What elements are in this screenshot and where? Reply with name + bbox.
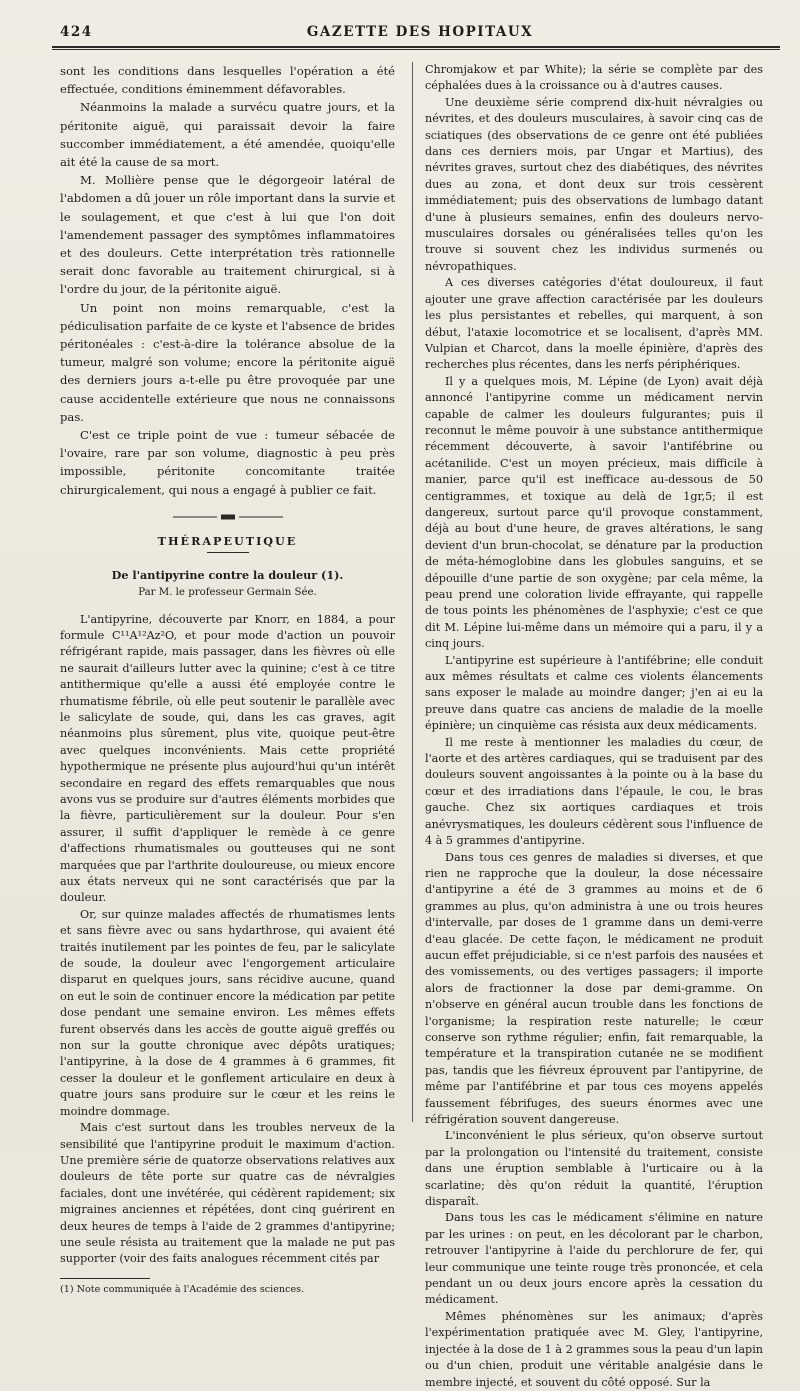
section-title: THÉRAPEUTIQUE xyxy=(157,534,298,549)
header-rule-thin xyxy=(52,49,780,50)
section-ornament xyxy=(60,509,395,525)
article-byline: Par M. le professeur Germain Sée. xyxy=(138,587,317,599)
paragraph: L'inconvénient le plus sérieux, qu'on observe surtout par la prolongation ou l'intensité du traitement, consiste dans une éruption semblable à l'urticaire ou à la scarlatine; dès qu'on réduit la quantité, l'éruption disparaît. xyxy=(425,1129,763,1209)
paragraph: Or, sur quinze malades affectés de rhumatismes lents et sans fièvre avec ou sans hydarthrose, qui avaient été traités inutilement par les pointes de feu, par le salicylate de soude, la douleur avec l'engorgement articulaire disparut en quelques jours, sans récidive aucune, quand on eut le soin de continuer encore la médication par petite dose pendant une semaine environ. Les mêmes effets furent observés dans les accès de goutte aiguë greffés ou non sur la goutte chronique avec dépôts uratiques; l'antipyrine, à la dose de 4 grammes à 6 grammes, fit cesser la douleur et le gonflement articulaire en deux à quatre jours sans produire sur le cœur et les reins le moindre dommage. xyxy=(60,907,395,1118)
header-rule xyxy=(52,46,780,48)
paragraph: M. Mollière pense que le dégorgeoir latéral de l'abdomen a dû jouer un rôle important dans la survie et le soulagement, et que c'est à lui que l'on doit l'amendement passager des symptômes inflammatoires et des douleurs. Cette interprétation très rationnelle serait donc favorable au traitement chirurgical, si à l'ordre du jour, de la péritonite aiguë. xyxy=(60,173,395,297)
article-title: De l'antipyrine contre la douleur (1). xyxy=(111,567,344,582)
page-number: 424 xyxy=(60,24,93,40)
paragraph: Un point non moins remarquable, c'est la pédiculisation parfaite de ce kyste et l'absence de brides péritonéales : c'est-à-dire la tolérance absolue de la tumeur, malgré son volume; encore la péritonite aiguë des derniers jours a-t-elle pu être provoquée par une cause accidentelle extérieure que nous ne connaissons pas. xyxy=(60,300,395,424)
paragraph: L'antipyrine est supérieure à l'antifébrine; elle conduit aux mêmes résultats et calme ces violents élancements sans exposer le malade au moindre danger; j'en ai eu la preuve dans quatre cas anciens de maladie de la moelle épinière; un cinquième cas résista aux deux médicaments. xyxy=(425,653,763,733)
paragraph: C'est ce triple point de vue : tumeur sébacée de l'ovaire, rare par son volume, diagnostic à peu près impossible, péritonite concomitante traitée chirurgicalement, qui nous a engagé à publier ce fait. xyxy=(60,428,395,497)
paragraph: A ces diverses catégories d'état douloureux, il faut ajouter une grave affection caractérisée par les douleurs les plus persistantes et rebelles, qui marquent, à son début, l'ataxie locomotrice et se localisent, d'après MM. Vulpian et Charcot, dans la moelle épinière, d'après des recherches plus récentes, dans les nerfs périphériques. xyxy=(425,276,763,372)
paragraph: Chromjakow et par White); la série se complète par des céphalées dues à la croissance ou à d'autres causes. xyxy=(425,63,763,93)
footnote-rule xyxy=(60,1278,150,1279)
paragraph: Mais c'est surtout dans les troubles nerveux de la sensibilité que l'antipyrine produit le maximum d'action. Une première série de quatorze observations relatives aux douleurs de tête porte sur quatre cas de névralgies faciales, dont une invétérée, qui cédèrent rapidement; six migraines anciennes et répétées, dont cinq guérirent en deux heures de temps à l'aide de 2 grammes d'antipyrine; une seule résista au traitement que la malade ne put pas supporter (voir des faits analogues récemment cités par xyxy=(60,1121,395,1266)
section-title-underline xyxy=(207,552,249,553)
paragraph: Il me reste à mentionner les maladies du cœur, de l'aorte et des artères cardiaques, qui se traduisent par des douleurs souvent angoissantes à la pointe ou à la base du cœur et des irradiations dans l'épaule, le cou, le bras gauche. Chez six aortiques cardiaques et trois anévrysmatiques, les douleurs cédèrent sous l'influence de 4 à 5 grammes d'antipyrine. xyxy=(425,735,763,848)
paragraph: Dans tous les cas le médicament s'élimine en nature par les urines : on peut, en les décolorant par le charbon, retrouver l'antipyrine à l'aide du perchlorure de fer, qui leur communique une teinte rouge très prononcée, et cela pendant un ou deux jours encore après la cessation du médicament. xyxy=(425,1211,763,1307)
paragraph: L'antipyrine, découverte par Knorr, en 1884, a pour formule C¹¹A¹²Az²O, et pour mode d'action un pouvoir réfrigérant rapide, mais passager, dans les fièvres où elle ne saurait d'ailleurs lutter avec la quinine; c'est à ce titre antithermique qu'elle a aussi été employée contre le rhumatisme fébrile, où elle peut soutenir le parallèle avec le salicylate de soude, qui, dans les cas graves, agit néanmoins plus sûrement, plus vite, quoique peut-être avec quelques inconvénients. Mais cette propriété hypothermique ne présente plus aujourd'hui qu'un intérêt secondaire en regard des effets remarquables que nous avons vus se produire sur d'autres éléments morbides que la fièvre, particulièrement sur la douleur. Pour s'en assurer, il suffit d'appliquer le remède à ce genre d'affections rhumatismales ou goutteuses qui ne sont marquées que par l'arthrite douloureuse, ou mieux encore aux états nerveux qui ne sont caractérisés que par la douleur. xyxy=(60,612,395,905)
column-divider xyxy=(412,62,413,1122)
left-column xyxy=(60,62,395,1296)
ornament-rule-icon xyxy=(173,514,283,520)
page-header xyxy=(60,22,780,46)
right-column xyxy=(425,62,763,1391)
paragraph: sont les conditions dans lesquelles l'opération a été effectuée, conditions éminemment défavorables. xyxy=(60,64,395,97)
paragraph: Mêmes phénomènes sur les animaux; d'après l'expérimentation pratiquée avec M. Gley, l'antipyrine, injectée à la dose de 1 à 2 grammes sous la peau d'un lapin ou d'un chien, produit une véritable analgésie dans le membre injecté, et souvent du côté opposé. Sur la xyxy=(425,1309,763,1389)
paragraph: Une deuxième série comprend dix-huit névralgies ou névrites, et des douleurs musculaires, à savoir cinq cas de sciatiques (des observations de ce genre ont été publiées dans ces derniers mois, par Ungar et Martius), des névrites graves, surtout chez des diabétiques, des névrites dues au zona, et dont deux sur trois cessèrent immédiatement; puis des observations de lumbago datant d'une à plusieurs semaines, enfin des douleurs nervo-musculaires dorsales ou généralisées telles qu'on les trouve si souvent chez les individus surmenés ou névropathiques. xyxy=(425,95,763,273)
paragraph: Il y a quelques mois, M. Lépine (de Lyon) avait déjà annoncé l'antipyrine comme un médicament nervin capable de calmer les douleurs fulgurantes; puis il reconnut le même pouvoir à une substance antithermique récemment découverte, à savoir l'antifébrine ou acétanilide. C'est un moyen précieux, mais difficile à manier, parce qu'il est inefficace au-dessous de 50 centigrammes, et toxique au delà de 1gr,5; il est dangereux, surtout parce qu'il provoque constamment, déjà au bout d'une heure, de graves altérations, le sang devient d'un brun-chocolat, se dénature par la production de méta-hémoglobine dans les globules sanguins, et se dépouille d'une partie de son oxygène; par cela même, la peau prend une coloration livide effrayante, qui rappelle de tous points les phénomènes de l'asphyxie; c'est ce que dit M. Lépine lui-même dans un mémoire qui a paru, il y a cinq jours. xyxy=(425,374,763,651)
footnote: (1) Note communiquée à l'Académie des sciences. xyxy=(60,1283,305,1295)
paragraph: Dans tous ces genres de maladies si diverses, et que rien ne rapproche que la douleur, la dose nécessaire d'antipyrine a été de 3 grammes au moins et de 6 grammes au plus, qu'on administra à une ou trois heures d'intervalle, par doses de 1 gramme dans un demi-verre d'eau glacée. De cette façon, le médicament ne produit aucun effet préjudiciable, si ce n'est parfois des nausées et des vomissements, ou des vertiges passagers; il importe alors de fractionner la dose par demi-gramme. On n'observe en général aucun trouble dans les fonctions de l'organisme; la respiration reste naturelle; le cœur conserve son rythme régulier; enfin, fait remarquable, la température et la transpiration cutanée ne se modifient pas, tandis que les fiévreux éprouvent par l'antipyrine, de même par l'antifébrine et par tous ces moyens appelés faussement fébrifuges, des sueurs énormes avec une réfrigération souvent dangereuse. xyxy=(425,850,763,1126)
paragraph: Néanmoins la malade a survécu quatre jours, et la péritonite aiguë, qui paraissait devoir la faire succomber immédiatement, a été amendée, quoiqu'elle ait été la cause de sa mort. xyxy=(60,100,395,170)
journal-title: GAZETTE DES HOPITAUX xyxy=(306,24,534,40)
